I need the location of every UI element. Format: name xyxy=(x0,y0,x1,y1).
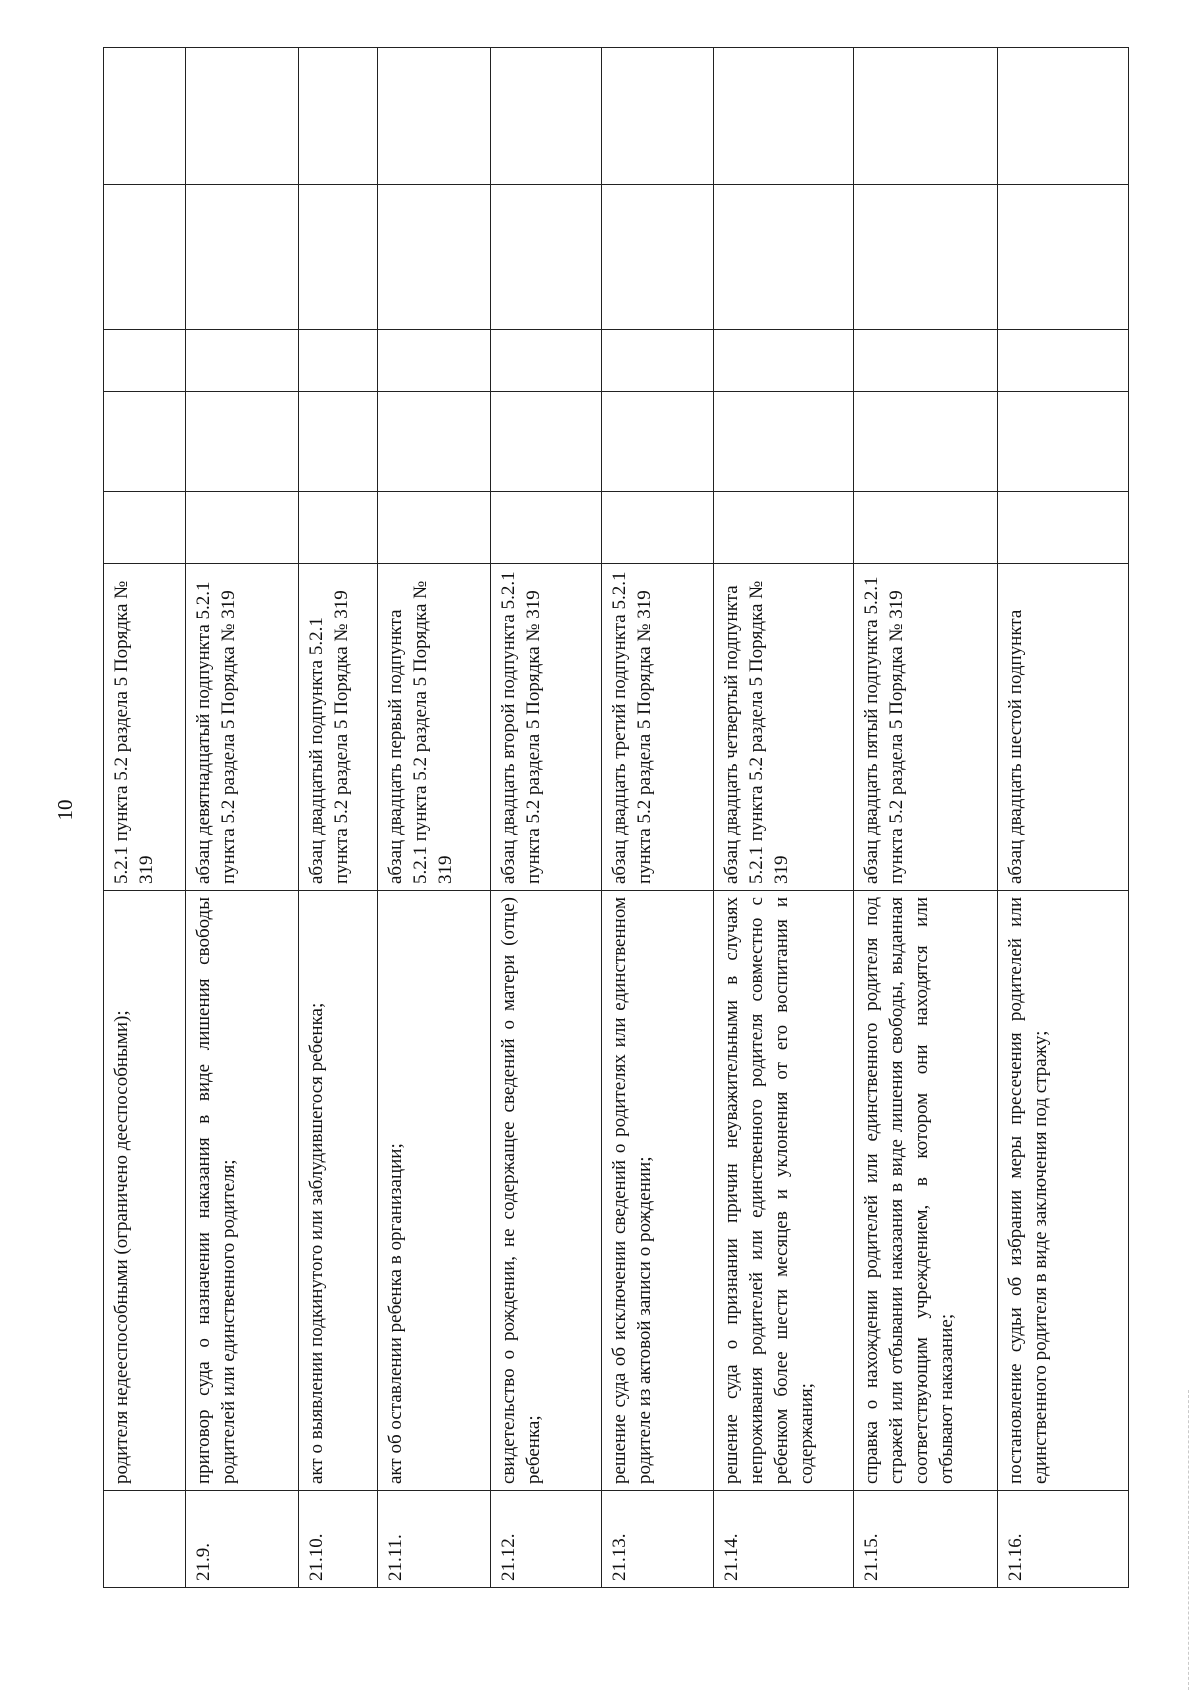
document-description: решение суда о признании причин неуважительными в случаях непроживания родителей или единственного родителя совместно с ребенком более шести месяцев и уклонения от его воспитания и содержания; xyxy=(714,891,854,1491)
empty-cell xyxy=(714,392,854,492)
empty-cell xyxy=(998,492,1129,564)
document-description: решение суда об исключении сведений о родителях или единственном родителе из актовой записи о рождении; xyxy=(602,891,714,1491)
empty-cell xyxy=(299,48,378,185)
table-row xyxy=(998,48,1129,1588)
empty-cell xyxy=(186,48,299,185)
documents-table xyxy=(103,47,1129,1588)
empty-cell xyxy=(299,492,378,564)
document-description: постановление судьи об избрании меры пресечения родителей или единственного родителя в виде заключения под стражу; xyxy=(998,891,1129,1491)
row-number: 21.11. xyxy=(378,1491,491,1588)
document-description: акт об оставлении ребенка в организации; xyxy=(378,891,491,1491)
table-row xyxy=(714,48,854,1588)
table-row xyxy=(602,48,714,1588)
empty-cell xyxy=(602,330,714,392)
table-row xyxy=(491,48,602,1588)
legal-reference: абзац двадцать второй подпункта 5.2.1 пункта 5.2 раздела 5 Порядка № 319 xyxy=(491,564,602,891)
empty-cell xyxy=(714,492,854,564)
empty-cell xyxy=(998,392,1129,492)
row-number: 21.14. xyxy=(714,1491,854,1588)
empty-cell xyxy=(602,185,714,330)
empty-cell xyxy=(854,48,998,185)
row-number: 21.12. xyxy=(491,1491,602,1588)
row-number: 21.13. xyxy=(602,1491,714,1588)
legal-reference: абзац двадцать пятый подпункта 5.2.1 пункта 5.2 раздела 5 Порядка № 319 xyxy=(854,564,998,891)
empty-cell xyxy=(378,392,491,492)
legal-reference: абзац двадцать шестой подпункта xyxy=(998,564,1129,891)
legal-reference: абзац девятнадцатый подпункта 5.2.1 пункта 5.2 раздела 5 Порядка № 319 xyxy=(186,564,299,891)
empty-cell xyxy=(299,330,378,392)
empty-cell xyxy=(104,185,186,330)
empty-cell xyxy=(378,185,491,330)
empty-cell xyxy=(104,48,186,185)
legal-reference: 5.2.1 пункта 5.2 раздела 5 Порядка № 319 xyxy=(104,564,186,891)
row-number: 21.9. xyxy=(186,1491,299,1588)
empty-cell xyxy=(714,48,854,185)
empty-cell xyxy=(104,492,186,564)
empty-cell xyxy=(998,48,1129,185)
table-row xyxy=(104,48,186,1588)
legal-reference: абзац двадцать первый подпункта 5.2.1 пункта 5.2 раздела 5 Порядка № 319 xyxy=(378,564,491,891)
empty-cell xyxy=(491,492,602,564)
page-number: 10 xyxy=(53,799,77,821)
rotated-table-container xyxy=(103,48,1128,1588)
empty-cell xyxy=(378,492,491,564)
row-number: 21.10. xyxy=(299,1491,378,1588)
document-description: приговор суда о назначении наказания в виде лишения свободы родителей или единственного родителя; xyxy=(186,891,299,1491)
empty-cell xyxy=(186,492,299,564)
legal-reference: абзац двадцать четвертый подпункта 5.2.1 пункта 5.2 раздела 5 Порядка № 319 xyxy=(714,564,854,891)
table-row xyxy=(299,48,378,1588)
empty-cell xyxy=(854,492,998,564)
row-number: 21.16. xyxy=(998,1491,1129,1588)
empty-cell xyxy=(491,48,602,185)
legal-reference: абзац двадцатый подпункта 5.2.1 пункта 5.2 раздела 5 Порядка № 319 xyxy=(299,564,378,891)
empty-cell xyxy=(299,392,378,492)
empty-cell xyxy=(104,392,186,492)
empty-cell xyxy=(714,330,854,392)
document-description: акт о выявлении подкинутого или заблудившегося ребенка; xyxy=(299,891,378,1491)
empty-cell xyxy=(854,330,998,392)
empty-cell xyxy=(378,48,491,185)
empty-cell xyxy=(491,330,602,392)
empty-cell xyxy=(378,330,491,392)
empty-cell xyxy=(602,392,714,492)
row-number xyxy=(104,1491,186,1588)
empty-cell xyxy=(602,48,714,185)
empty-cell xyxy=(491,392,602,492)
empty-cell xyxy=(186,185,299,330)
document-description: свидетельство о рождении, не содержащее сведений о матери (отце) ребенка; xyxy=(491,891,602,1491)
empty-cell xyxy=(299,185,378,330)
empty-cell xyxy=(998,185,1129,330)
scan-edge-mark xyxy=(1188,1390,1192,1690)
document-description: родителя недееспособными (ограничено дееспособными); xyxy=(104,891,186,1491)
table-row xyxy=(186,48,299,1588)
empty-cell xyxy=(186,330,299,392)
empty-cell xyxy=(104,330,186,392)
empty-cell xyxy=(602,492,714,564)
table-row xyxy=(854,48,998,1588)
table-row xyxy=(378,48,491,1588)
row-number: 21.15. xyxy=(854,1491,998,1588)
empty-cell xyxy=(491,185,602,330)
legal-reference: абзац двадцать третий подпункта 5.2.1 пункта 5.2 раздела 5 Порядка № 319 xyxy=(602,564,714,891)
empty-cell xyxy=(186,392,299,492)
empty-cell xyxy=(854,185,998,330)
empty-cell xyxy=(714,185,854,330)
document-description: справка о нахождении родителей или единственного родителя под стражей или отбывании наказания в виде лишения свободы, выданная соответствующим учреждением, в котором они находятся или отбывают наказание; xyxy=(854,891,998,1491)
empty-cell xyxy=(998,330,1129,392)
empty-cell xyxy=(854,392,998,492)
